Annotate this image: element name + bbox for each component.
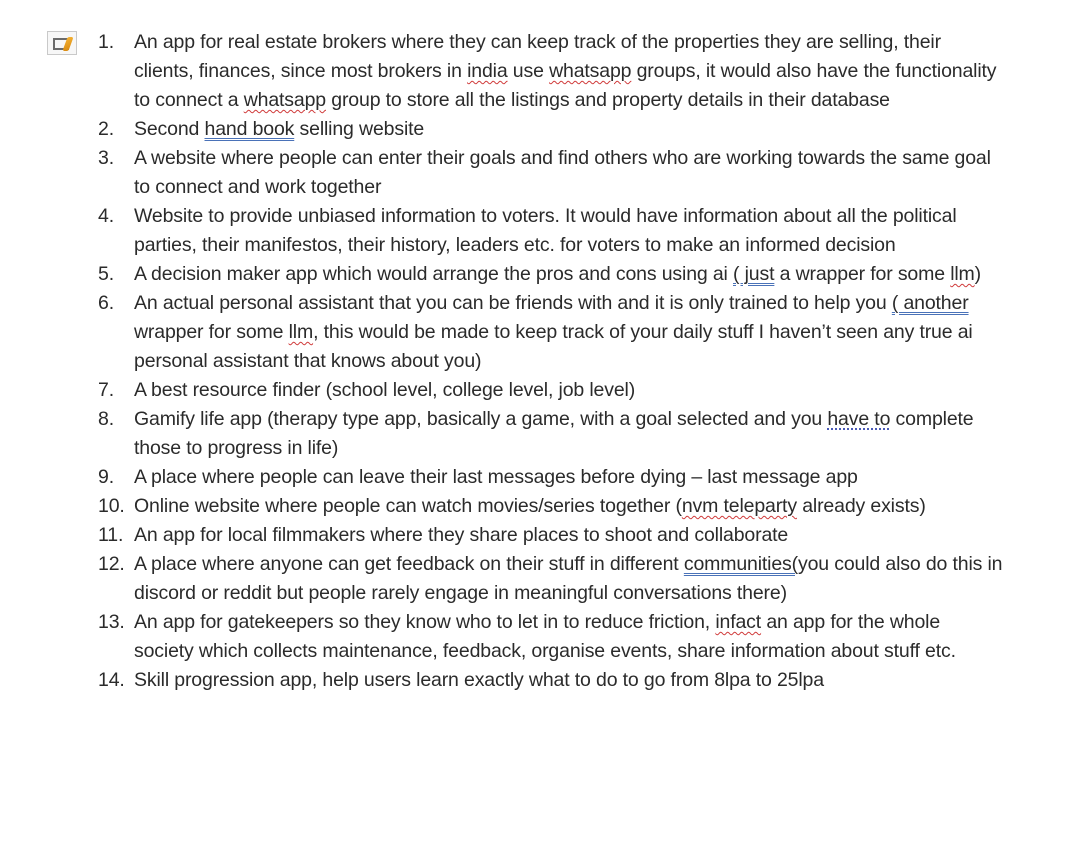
list-item[interactable] bbox=[0, 376, 1004, 405]
list-item[interactable] bbox=[0, 28, 1004, 115]
list-item-text: Website to provide unbiased information to voters. It would have information about all the political parties, their manifestos, their history, leaders etc. for voters to make an informed decision bbox=[134, 205, 957, 256]
grammar-flagged-word[interactable]: ( another bbox=[891, 292, 969, 314]
list-item-number: 7. bbox=[98, 379, 114, 401]
list-item[interactable] bbox=[0, 202, 1004, 260]
spelling-flagged-word[interactable]: infact bbox=[715, 611, 762, 633]
list-item-text: An app for real estate brokers where they can keep track of the properties they are selling, their clients, finances, since most brokers in bbox=[134, 31, 941, 82]
list-item-text: a wrapper for some bbox=[774, 263, 951, 285]
list-item-text: An app for local filmmakers where they share places to shoot and collaborate bbox=[134, 524, 789, 546]
list-item-number: 10. bbox=[98, 495, 125, 517]
grammar-flagged-word[interactable]: hand book bbox=[204, 118, 295, 140]
list-item-text: A place where people can leave their last messages before dying – last message app bbox=[134, 466, 858, 488]
list-item-text: An app for gatekeepers so they know who to let in to reduce friction, bbox=[134, 611, 716, 633]
list-item[interactable] bbox=[0, 289, 1004, 376]
spelling-flagged-word[interactable]: india bbox=[467, 60, 508, 82]
list-item-text: ) bbox=[974, 263, 981, 285]
list-item-number: 14. bbox=[98, 669, 125, 691]
list-item-text: already exists) bbox=[796, 495, 926, 517]
list-item-text: A decision maker app which would arrange the pros and cons using ai bbox=[134, 263, 733, 285]
list-item-text: An actual personal assistant that you can be friends with and it is only trained to help you bbox=[134, 292, 892, 314]
list-item-text: Skill progression app, help users learn exactly what to do to go from 8lpa to 25lpa bbox=[134, 669, 824, 691]
list-item-text: A best resource finder (school level, college level, job level) bbox=[134, 379, 636, 401]
list-item-number: 2. bbox=[98, 118, 114, 140]
list-item-number: 3. bbox=[98, 147, 114, 169]
list-item[interactable] bbox=[0, 608, 1004, 666]
list-item[interactable] bbox=[0, 115, 1004, 144]
list-item[interactable] bbox=[0, 144, 1004, 202]
list-item-number: 8. bbox=[98, 408, 114, 430]
list-item[interactable] bbox=[0, 550, 1004, 608]
list-item-number: 13. bbox=[98, 611, 125, 633]
list-item-number: 5. bbox=[98, 263, 114, 285]
list-item-text: you could also do this in discord or reddit but people rarely engage in meaningful conversations there) bbox=[134, 553, 1003, 604]
list-item[interactable] bbox=[0, 492, 1004, 521]
list-item-number: 1. bbox=[98, 31, 114, 53]
list-item[interactable] bbox=[0, 405, 1004, 463]
list-item-number: 9. bbox=[98, 466, 114, 488]
style-flagged-word[interactable]: have to bbox=[827, 408, 891, 430]
list-item-number: 6. bbox=[98, 292, 114, 314]
list-item-number: 4. bbox=[98, 205, 114, 227]
spelling-flagged-word[interactable]: nvm teleparty bbox=[681, 495, 797, 517]
list-item-text: wrapper for some bbox=[134, 321, 289, 343]
list-item-text: A website where people can enter their goals and find others who are working towards the same goal to connect and work together bbox=[134, 147, 991, 198]
list-item-text: groups, it would also have the functionality to connect a bbox=[134, 60, 997, 111]
list-item-number: 12. bbox=[98, 553, 125, 575]
grammar-flagged-word[interactable]: communities( bbox=[683, 553, 798, 575]
list-item-text: Online website where people can watch movies/series together ( bbox=[134, 495, 682, 517]
spelling-flagged-word[interactable]: llm bbox=[288, 321, 314, 343]
list-item[interactable] bbox=[0, 260, 1004, 289]
grammar-flagged-word[interactable]: ( just bbox=[733, 263, 775, 285]
ideas-numbered-list bbox=[0, 28, 1080, 695]
list-item-number: 11. bbox=[98, 524, 124, 546]
list-item[interactable] bbox=[0, 666, 1004, 695]
list-item[interactable] bbox=[0, 463, 1004, 492]
list-item-text: an app for the whole society which collects maintenance, feedback, organise events, share information about stuff etc. bbox=[134, 611, 956, 662]
list-item-text: , this would be made to keep track of your daily stuff I haven’t seen any true ai personal assistant that knows about you) bbox=[134, 321, 973, 372]
list-item-text: A place where anyone can get feedback on their stuff in different bbox=[134, 553, 684, 575]
list-item-text: Gamify life app (therapy type app, basically a game, with a goal selected and you bbox=[134, 408, 828, 430]
list-item-text: Second bbox=[134, 118, 205, 140]
list-item-text: selling website bbox=[294, 118, 425, 140]
list-item-text: use bbox=[507, 60, 550, 82]
list-item-text: complete those to progress in life) bbox=[134, 408, 974, 459]
spelling-flagged-word[interactable]: whatsapp bbox=[243, 89, 326, 111]
document-body bbox=[0, 28, 1080, 695]
list-item-text: group to store all the listings and property details in their database bbox=[326, 89, 890, 111]
spelling-flagged-word[interactable]: whatsapp bbox=[549, 60, 632, 82]
list-item[interactable] bbox=[0, 521, 1004, 550]
spelling-flagged-word[interactable]: llm bbox=[950, 263, 975, 285]
